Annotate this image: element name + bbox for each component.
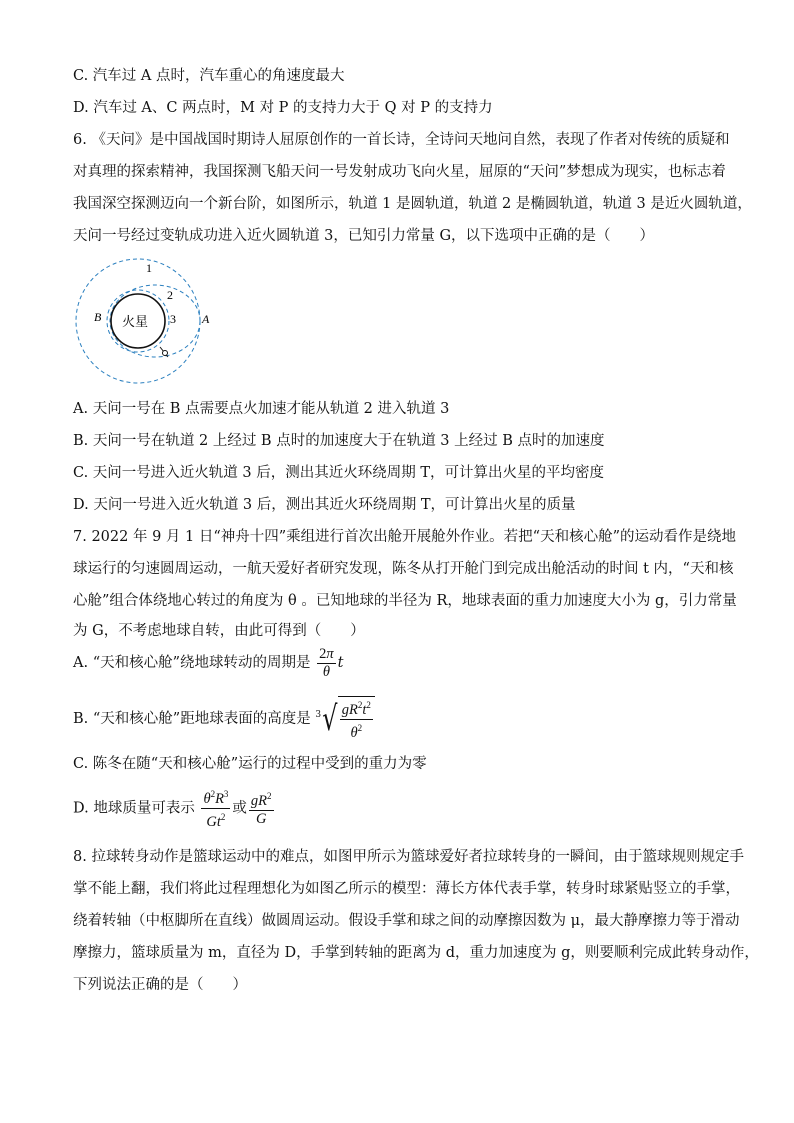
q7-option-a-text: A. “天和核心舱”绕地球转动的周期是 (73, 655, 311, 671)
orbit-3-label: 3 (170, 312, 176, 326)
point-b-label: B (94, 310, 102, 324)
orbit-figure (70, 255, 220, 390)
probe-icon (163, 351, 168, 356)
q8-stem-line3: 绕着转轴（中枢脚所在直线）做圆周运动。假设手掌和球之间的动摩擦因数为 μ，最大静摩擦力等于滑动 (73, 913, 740, 929)
q7-option-c: C. 陈冬在随“天和核心舱”运行的过程中受到的重力为零 (73, 756, 427, 772)
q8-stem-line5: 下列说法正确的是（ ） (73, 977, 247, 993)
mars-label: 火星 (122, 314, 149, 329)
q6-option-b: B. 天问一号在轨道 2 上经过 B 点时的加速度大于在轨道 3 上经过 B 点时的加速度 (73, 433, 605, 449)
q7-stem-line4: 为 G，不考虑地球自转，由此可得到（ ） (73, 623, 365, 639)
q7-option-d (73, 786, 276, 831)
q7-option-d-text: D. 地球质量可表示 (73, 800, 195, 817)
q6-stem-line3: 我国深空探测迈向一个新台阶，如图所示，轨道 1 是圆轨道，轨道 2 是椭圆轨道，轨道 3 是近火圆轨道， (73, 196, 752, 212)
orbit-1-label: 1 (146, 261, 152, 275)
q7-stem-line3: 心舱”组合体绕地心转过的角度为 θ 。已知地球的半径为 R，地球表面的重力加速度大小为 g，引力常量 (73, 593, 737, 609)
q7-option-b-text: B. “天和核心舱”距地球表面的高度是 (73, 711, 311, 727)
q8-stem-line2: 掌不能上翻，我们将此过程理想化为如图乙所示的模型：薄长方体代表手掌，转身时球紧贴竖立的手掌， (73, 881, 740, 897)
q6-option-a: A. 天问一号在 B 点需要点火加速才能从轨道 2 进入轨道 3 (73, 401, 450, 417)
q5-option-c: C. 汽车过 A 点时，汽车重心的角速度最大 (73, 68, 345, 84)
point-a-label: A (202, 312, 210, 326)
q8-stem-line4: 摩擦力，篮球质量为 m，直径为 D，手掌到转轴的距离为 d，重力加速度为 g，则要顺利完成此转身动作， (73, 945, 759, 961)
q6-stem-line1: 6. 《天问》是中国战国时期诗人屈原创作的一首长诗，全诗问天地问自然，表现了作者对传统的质疑和 (73, 132, 730, 148)
period-formula: $\frac{2\pi}{\theta}$ (319, 645, 334, 680)
q5-option-d: D. 汽车过 A、C 两点时，M 对 P 的支持力大于 Q 对 P 的支持力 (73, 100, 493, 116)
q7-stem-line2: 球运行的匀速圆周运动，一航天爱好者研究发现，陈冬从打开舱门到完成出舱活动的时间 t 内，“天和核 (73, 561, 734, 577)
mass-formula-1: $\frac{\theta^2R^3}{Gt^2}$ (201, 786, 230, 831)
q7-option-b (73, 693, 375, 745)
q7-stem-line1: 7. 2022 年 9 月 1 日“神舟十四”乘组进行首次出舱开展舱外作业。若把“天和核心舱”的运动看作是绕地 (73, 529, 736, 545)
or-word: 或 (232, 800, 247, 817)
q6-option-d: D. 天问一号进入近火轨道 3 后，测出其近火环绕周期 T，可计算出火星的质量 (73, 497, 576, 513)
q6-stem-line2: 对真理的探索精神，我国探测飞船天问一号发射成功飞向火星，屈原的“天问”梦想成为现实，也标志着 (73, 164, 726, 180)
q7-option-a: A. “天和核心舱”绕地球转动的周期是 $\frac{2\pi}{\theta}$ t (73, 645, 344, 680)
mass-formula-2: $\frac{gR^2}{G}$ (249, 788, 274, 828)
q8-stem-line1: 8. 拉球转身动作是篮球运动中的难点，如图甲所示为篮球爱好者拉球转身的一瞬间，由于篮球规则规定手 (73, 849, 744, 865)
q6-stem-line4: 天问一号经过变轨成功进入近火圆轨道 3，已知引力常量 G，以下选项中正确的是（ ） (73, 228, 655, 244)
height-formula: 3 √ $\frac{gR^2t^2}{\theta^2}$ (315, 693, 375, 745)
orbit-2-label: 2 (167, 288, 173, 302)
q6-option-c: C. 天问一号进入近火轨道 3 后，测出其近火环绕周期 T，可计算出火星的平均密度 (73, 465, 605, 481)
